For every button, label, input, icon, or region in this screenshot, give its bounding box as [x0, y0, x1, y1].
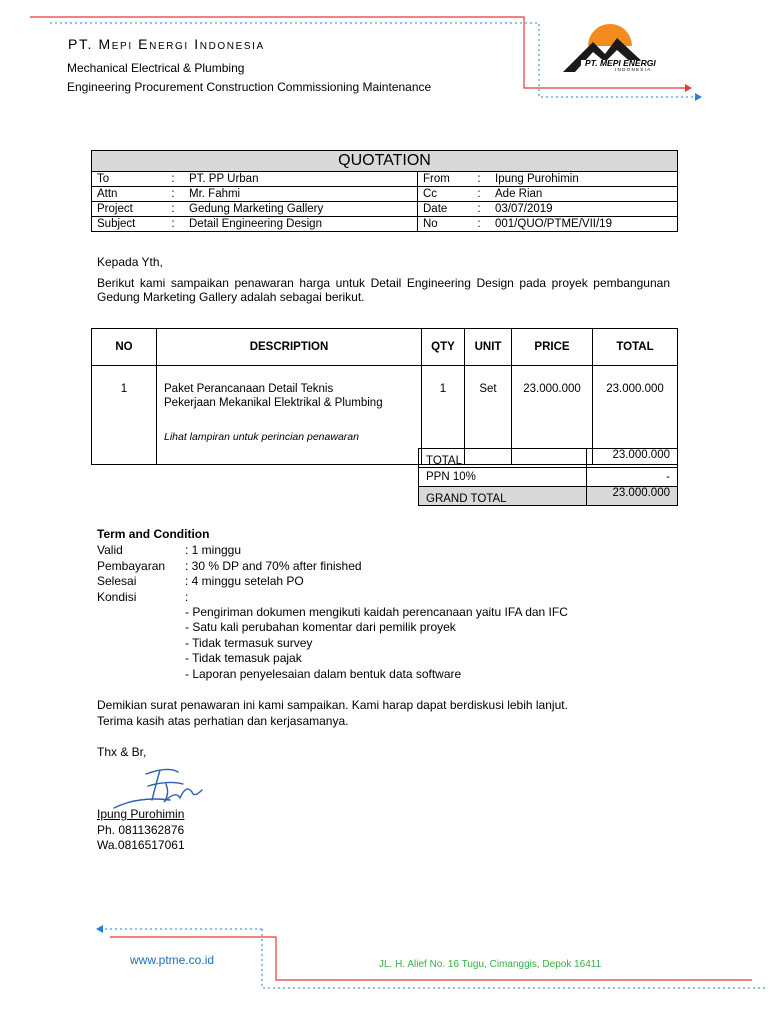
greeting: Kepada Yth, [97, 255, 163, 269]
list-item: - Tidak temasuk pajak [185, 651, 302, 666]
header-price: PRICE [512, 329, 593, 366]
field-label-no: No [418, 217, 469, 232]
company-address: JL. H. Alief No. 16 Tugu, Cimanggis, Depok 16411 [379, 959, 602, 970]
field-colon: : [162, 202, 184, 217]
term-label: Pembayaran [97, 559, 166, 573]
total-label: TOTAL [419, 449, 587, 468]
conditions-list [185, 605, 568, 682]
field-label-from: From [418, 172, 469, 187]
signer-phone: Ph. 0811362876 [97, 823, 185, 837]
field-label-to: To [92, 172, 163, 187]
term-label: Selesai [97, 574, 137, 588]
field-value-subject: Detail Engineering Design [184, 217, 418, 232]
term-label: Kondisi [97, 590, 137, 604]
grand-total-label: GRAND TOTAL [419, 487, 587, 506]
quotation-header-table [91, 150, 678, 232]
closing-line-2: Terima kasih atas perhatian dan kerjasamanya. [97, 714, 349, 728]
header-total: TOTAL [593, 329, 678, 366]
term-value: : 30 % DP and 70% after finished [185, 559, 362, 573]
signoff: Thx & Br, [97, 745, 147, 759]
logo-name: PT. MEPI ENERGI [585, 58, 656, 68]
field-label-attn: Attn [92, 187, 163, 202]
field-colon: : [468, 187, 490, 202]
item-description [157, 366, 422, 465]
item-unit: Set [465, 366, 512, 465]
field-colon: : [162, 217, 184, 232]
items-header-row [92, 329, 678, 366]
header-unit: UNIT [465, 329, 512, 366]
list-item: - Pengiriman dokumen mengikuti kaidah perencanaan yaitu IFA dan IFC [185, 605, 568, 619]
list-item: - Laporan penyelesaian dalam bentuk data software [185, 666, 462, 681]
field-colon: : [162, 172, 184, 187]
item-desc-note: Lihat lampiran untuk perincian penawaran [164, 431, 359, 443]
field-label-cc: Cc [418, 187, 469, 202]
company-name: PT. Mepi Energi Indonesia [68, 36, 265, 52]
term-value: : 1 minggu [185, 543, 242, 557]
field-label-date: Date [418, 202, 469, 217]
totals-row [419, 468, 678, 487]
field-value-to: PT. PP Urban [184, 172, 418, 187]
terms-title: Term and Condition [97, 527, 210, 541]
field-value-date: 03/07/2019 [490, 202, 678, 217]
grand-total-value: 23.000.000 [587, 487, 678, 506]
signer-name: Ipung Purohimin [97, 807, 185, 821]
company-tagline-2: Engineering Procurement Construction Commissioning Maintenance [67, 80, 432, 94]
field-value-project: Gedung Marketing Gallery [184, 202, 418, 217]
term-value: : 4 minggu setelah PO [185, 574, 304, 588]
field-colon: : [468, 217, 490, 232]
closing-line-1: Demikian surat penawaran ini kami sampaikan. Kami harap dapat berdiskusi lebih lanjut. [97, 698, 568, 712]
field-colon: : [468, 172, 490, 187]
totals-table [418, 448, 678, 506]
header-qty: QTY [422, 329, 465, 366]
field-value-attn: Mr. Fahmi [184, 187, 418, 202]
field-colon: : [162, 187, 184, 202]
field-value-no: 001/QUO/PTME/VII/19 [490, 217, 678, 232]
total-value: 23.000.000 [587, 449, 678, 468]
field-label-project: Project [92, 202, 163, 217]
field-label-subject: Subject [92, 217, 163, 232]
field-colon: : [468, 202, 490, 217]
list-item: - Satu kali perubahan komentar dari pemilik proyek [185, 620, 456, 635]
term-value: : [185, 590, 189, 604]
item-no: 1 [92, 366, 157, 465]
header-description: DESCRIPTION [157, 329, 422, 366]
items-table [91, 328, 678, 465]
company-tagline-1: Mechanical Electrical & Plumbing [67, 61, 245, 75]
item-desc-line2: Pekerjaan Mekanikal Elektrikal & Plumbing [164, 397, 383, 409]
logo-subtext: INDONESIA [615, 67, 652, 72]
totals-row [419, 487, 678, 506]
header-no: NO [92, 329, 157, 366]
website-link[interactable]: www.ptme.co.id [130, 953, 215, 967]
item-qty: 1 [422, 366, 465, 465]
ppn-label: PPN 10% [419, 468, 587, 487]
item-price: 23.000.000 [512, 366, 593, 465]
field-value-from: Ipung Purohimin [490, 172, 678, 187]
ppn-value: - [587, 468, 678, 487]
signer-whatsapp: Wa.0816517061 [97, 838, 185, 852]
quotation-title: QUOTATION [92, 151, 678, 172]
signature [108, 764, 208, 812]
totals-row [419, 449, 678, 468]
intro-paragraph: Berikut kami sampaikan penawaran harga untuk Detail Engineering Design pada proyek pembangunan Gedung Marketing Gallery adalah sebagai berikut. [97, 276, 670, 304]
field-value-cc: Ade Rian [490, 187, 678, 202]
item-total: 23.000.000 [593, 366, 678, 465]
term-label: Valid [97, 543, 123, 557]
list-item: - Tidak termasuk survey [185, 635, 313, 650]
item-desc-line1: Paket Perancanaan Detail Teknis [164, 383, 334, 395]
